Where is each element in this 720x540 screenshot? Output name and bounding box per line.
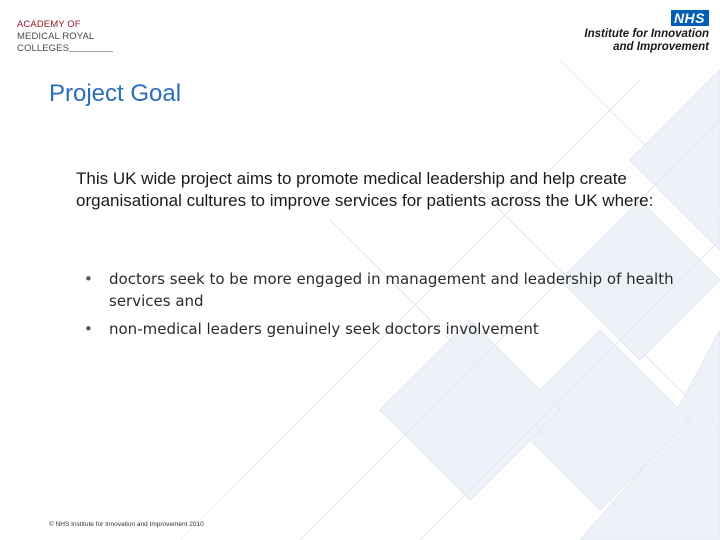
slide-title: Project Goal <box>49 80 182 107</box>
amrc-logo-line-3: COLLEGES <box>17 43 70 54</box>
bullet-text: doctors seek to be more engaged in management and leadership of health services and <box>109 270 674 310</box>
copyright-footer: © NHS Institute for Innovation and Improvement 2010 <box>49 521 204 528</box>
amrc-logo <box>17 19 107 55</box>
nhs-institute-logo <box>584 10 709 54</box>
nhs-logo-line-1: Institute for Innovation <box>584 28 709 40</box>
nhs-logo-line-2: and Improvement <box>613 41 709 53</box>
amrc-logo-rule <box>69 51 113 52</box>
bullet-item <box>84 268 684 312</box>
bullet-text: non-medical leaders genuinely seek doctors involvement <box>109 320 539 338</box>
bullet-list <box>84 268 684 346</box>
nhs-badge: NHS <box>671 10 709 26</box>
bullet-dot-icon: • <box>84 320 93 338</box>
bullet-item <box>84 318 684 340</box>
intro-paragraph: This UK wide project aims to promote medical leadership and help create organisational cultures to improve services for patients across the UK where: <box>76 169 654 210</box>
amrc-logo-line-1: ACADEMY OF <box>17 19 81 30</box>
bullet-dot-icon: • <box>84 270 93 288</box>
amrc-logo-line-2: MEDICAL ROYAL <box>17 31 95 42</box>
